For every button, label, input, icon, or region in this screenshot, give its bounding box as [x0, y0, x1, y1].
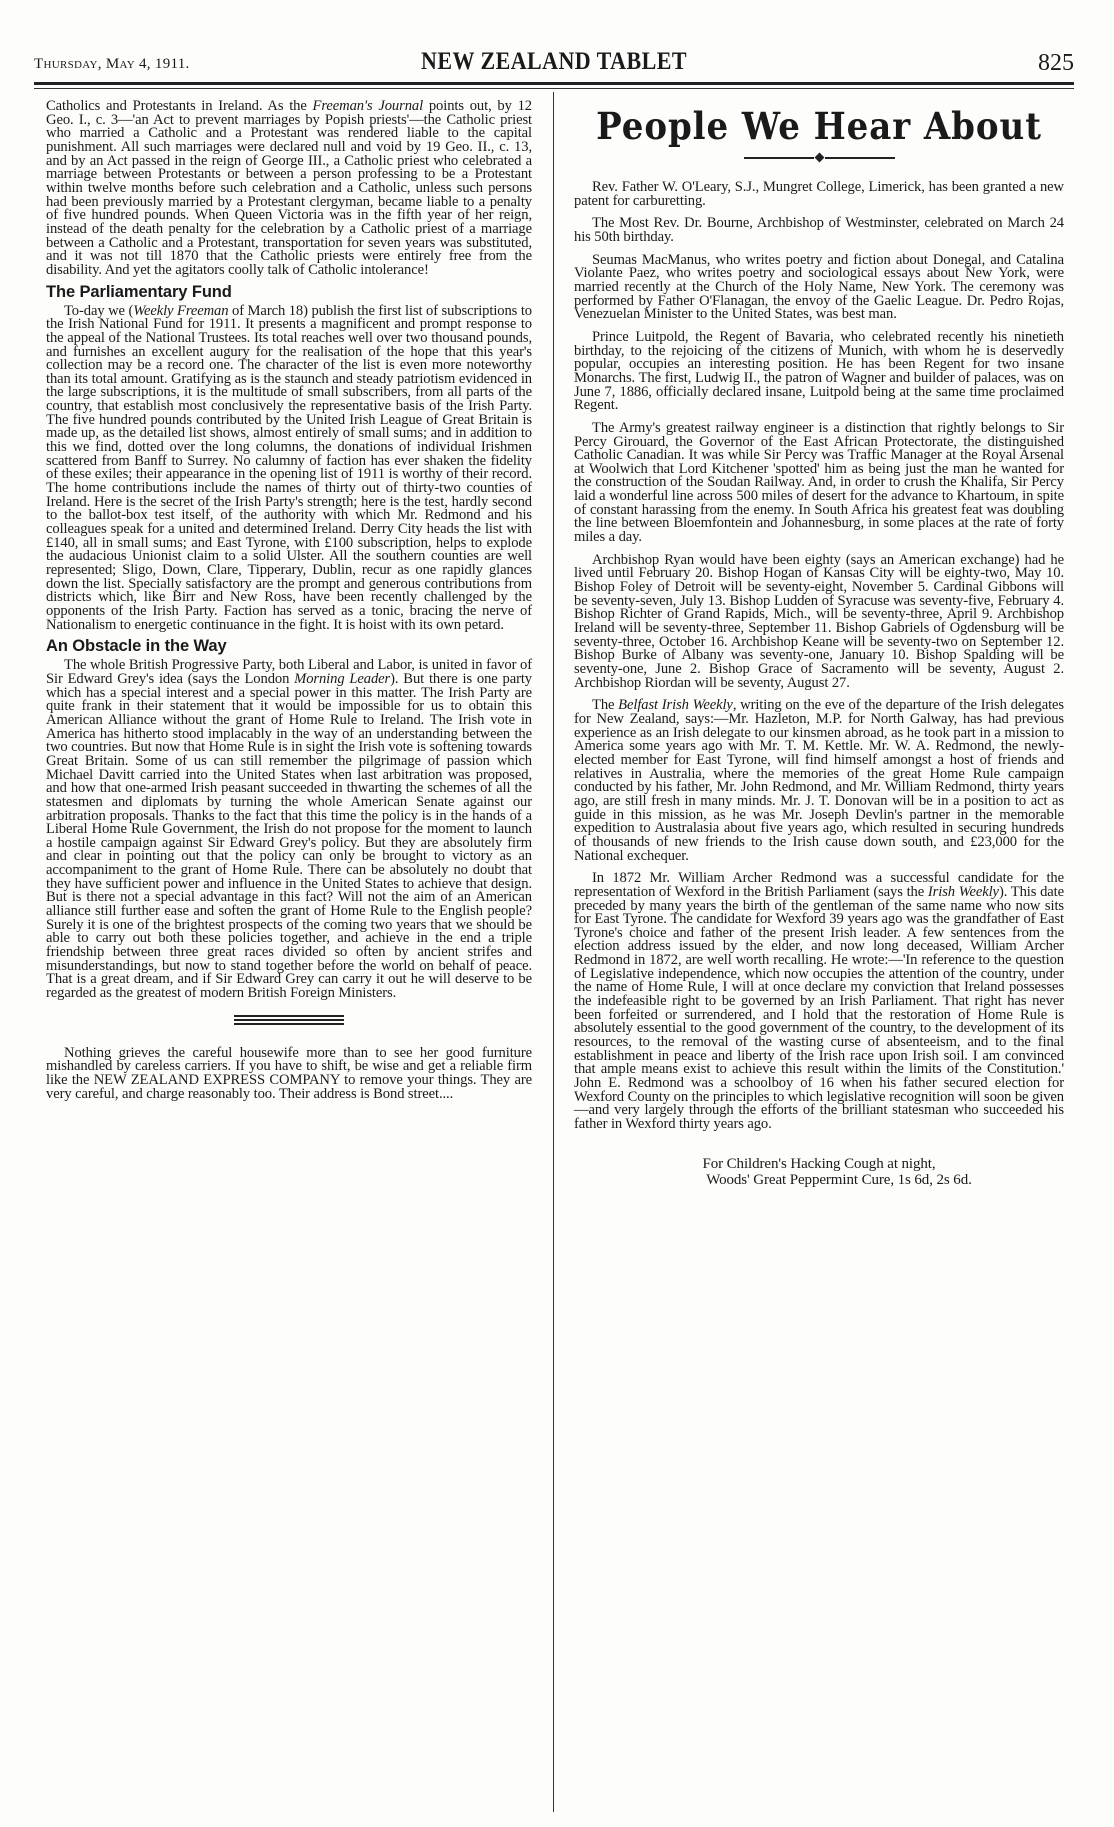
page-header [34, 48, 1074, 78]
column-divider [553, 92, 554, 1812]
paragraph [574, 217, 1064, 244]
paragraph [46, 659, 532, 1000]
text-run: Seumas MacManus, who writes poetry and fiction about Donegal, and Catalina Violante Paez, who writes poetry and sociological essays about New York, were married recently at the Church of the Holy Name, New York. The ceremony was performed by Father O'Flanagan, the envoy of the Gaelic League. Dr. Pedro Rojas, Venezuelan Minister to the United States, was best man. [574, 251, 1064, 323]
section-heading-obstacle: An Obstacle in the Way [46, 637, 227, 656]
text-run: ). But there is one party which has a special interest and a special power in this matter. The Irish Party are quite frank in their statement that it would be impossible for us to obtain this American Alliance without the grant of Home Rule to Ireland. The Irish vote in America has hitherto stood implacably in the way of an understanding between the two countries. But now that Home Rule is in sight the Irish vote is softening towards Great Britain. Some of us can still remember the pilgrimage of passion which Michael Davitt carried into the United States when last arbitration was proposed, and how that one-armed Irish peasant succeeded in thwarting the schemes of all the statesmen and diplomats by turning the whole American Senate against our arbitration proposals. Thanks to the fact that this time the policy is in the hands of a Liberal Home Rule Government, the Irish do not propose for the moment to launch a hostile campaign against Sir Edward Grey's policy. But they are absolutely firm and clear in pointing out that the policy can only be brought to victory as an accompaniment to the grant of Home Rule. There can be absolutely no doubt that they have sufficient power and influence in the United States to achieve that design. But is there not a special advantage in this fact? Will not the aim of an American alliance still further ease and soften the grant of Home Rule to the English people? Surely it is one of the brightest prospects of the coming two years that we should be able to carry out both these policies together, and achieve in the end a triple friendship between three great races divided so often by ancient strifes and misunderstandings, but now to stand together before the world on behalf of peace. That is a great dream, and if Sir Edward Grey can carry it out he will deserve to be regarded as the greatest of modern British Foreign Ministers. [46, 670, 533, 1002]
text-run: points out, by 12 Geo. I., c. 3—'an Act to prevent marriages by Popish priests'—the Catholic priest who married a Catholic and a Protestant was rendered liable to the capital punishment. All such marriages were declared null and void by 19 Geo. II., c. 13, and by an Act passed in the reign of George III., a Catholic priest who celebrated a marriage between Protestants or between a person professing to be a Protestant within twelve months before such celebration and a Catholic, unless such persons had been previously married by a Protestant clergyman, became liable to a penalty of five hundred pounds. When Queen Victoria was in the fifth year of her reign, instead of the death penalty for the celebration by a Catholic priest of a marriage between a Catholic and a Protestant, transportation for seven years was substituted, and it was not till 1870 that the Catholic priests were entirely free from the disability. And yet the agitators coolly talk of Catholic intolerance! [46, 98, 532, 278]
paragraph [574, 551, 1064, 691]
left-column [46, 100, 532, 1103]
header-rule-thick [34, 82, 1074, 85]
text-run: The Army's greatest railway engineer is a distinction that rightly belongs to Sir Percy Girouard, the Governor of the East African Protectorate, the distinguished Catholic Canadian. It was while Sir Percy was Traffic Manager at the Royal Arsenal at Woolwich that Lord Kitchener 'spotted' him as being just the man he wanted for the construction of the Soudan Railway. And, in order to crush the Khalifa, Sir Percy laid a wonderful line across 500 miles of desert for the advance to Khartoum, in spite of constant harassing from the enemy. In South Africa his greatest feat was doubling the line between Bloemfontein and Johannesburg, in some places at the rate of forty miles a day. [574, 419, 1064, 546]
header-rule-thin [34, 88, 1074, 89]
text-run: In 1872 Mr. William Archer Redmond was a successful candidate for the representation of Wexford in the British Parliament (says the [574, 870, 1064, 900]
article-parliamentary-fund [46, 302, 532, 633]
advertisement-peppermint-cure [574, 1156, 1064, 1188]
article-obstacle [46, 659, 532, 1000]
article-intro [46, 100, 532, 278]
text-run: The [592, 697, 619, 714]
paragraph [574, 872, 1064, 1131]
page-number: 825 [1038, 50, 1074, 76]
people-paragraphs [574, 181, 1064, 1132]
right-column [574, 100, 1064, 1188]
section-heading-parliamentary-fund: The Parliamentary Fund [46, 282, 232, 301]
advert-line: For Children's Hacking Cough at night, [702, 1155, 936, 1172]
italic-title: Freeman's Journal [312, 98, 424, 114]
text-run: ). This date preceded by many years the birth of the gentleman of the same name who now sits for East Tyrone. The candidate for Wexford 39 years ago was the grandfather of East Tyrone's choice and father of the present Irish leader. A few sentences from the election address issued by the elder, and now long deceased, William Archer Redmond in 1872, are well worth recalling. He wrote:—'In reference to the question of Legislative independence, which now occupies the attention of the country, under the name of Home Rule, I will at once declare my conviction that Ireland possesses the indefeasible right to be governed by an Irish Parliament. That right has never been forfeited or surrendered, and I hold that the restoration of Home Rule is absolutely essential to the good government of the country, to the development of its resources, to the removal of the wasting curse of absenteeism, and to the final establishment in peace and liberty of the Irish race upon Irish soil. I am convinced that ample means exist to achieve this result within the limits of the Constitution.' John E. Redmond was a schoolboy of 16 when his father secured election for Wexford County on the principles to which legislative recognition will soon be given—and very largely through the efforts of the brilliant statesman who succeeded his father in Wexford thirty years ago. [574, 883, 1064, 1132]
text-run: The Most Rev. Dr. Bourne, Archbishop of Westminster, celebrated on March 24 his 50th birthday. [574, 215, 1064, 245]
italic-title: Morning Leader [294, 670, 391, 687]
text-run: Prince Luitpold, the Regent of Bavaria, who celebrated recently his ninetieth birthday, to the rejoicing of the citizens of Munich, with whom he is deservedly popular, occupies an interesting position. He has been Regent for two insane Monarchs. The first, Ludwig II., the patron of Wagner and builder of palaces, was on June 7, 1886, officially declared insane, Luitpold being at the same time proclaimed Regent. [574, 328, 1064, 414]
masthead-title: NEW ZEALAND TABLET [421, 48, 687, 75]
advert-line: Woods' Great Peppermint Cure, 1s 6d, 2s 6d. [706, 1171, 972, 1188]
advertisement-express-company: Nothing grieves the careful housewife more than to see her good furniture mishandled by careless carriers. If you have to shift, be wise and get a reliable firm like the NEW ZEALAND EXPRESS COMPANY to remove your things. They are very careful, and charge reasonably too. Their address is Bond street.... [46, 1044, 532, 1102]
paragraph [46, 302, 532, 633]
paragraph [574, 699, 1064, 863]
ornament-divider [574, 154, 1064, 161]
issue-date: Thursday, May 4, 1911. [34, 56, 190, 72]
text-run: , writing on the eve of the departure of the Irish delegates for New Zealand, says:—Mr. Hazleton, M.P. for North Galway, has had previous experience as an Irish delegate to our kinsmen abroad, as he took part in a mission to America some years ago with Mr. T. M. Kettle. Mr. W. A. Redmond, the newly-elected member for East Tyrone, will find himself amongst a host of friends and relatives in Australia, where the memories of the great Home Rule campaign conducted by his father, Mr. John Redmond, and Mr. William Redmond, thirty years ago, are still fresh in many minds. Mr. J. T. Donovan will be in a position to act as guide in this mission, as he was Mr. Joseph Devlin's partner in the memorable expedition to Australasia about five years ago, which resulted in securing hundreds of thousands of new friends to the Irish cause down south, and £23,000 for the National exchequer. [574, 697, 1065, 864]
paragraph [574, 328, 1064, 414]
paragraph [574, 251, 1064, 323]
section-title-people: People We Hear About [596, 104, 1042, 148]
italic-title: Weekly Freeman [133, 302, 229, 319]
text-run: To-day we ( [64, 302, 134, 319]
text-run: of March 18) publish the first list of subscriptions to the Irish National Fund for 1911. It presents a magnificent and prompt response to the appeal of the National Trustees. Its total reaches well over two thousand pounds, and furnishes an excellent augury for the realisation of the hope that this year's collection may be a record one. The character of the list is even more noteworthy than its total amount. Gratifying as is the staunch and steady patriotism evidenced in the large subscriptions, it is the multitude of small subscribers, from all parts of the country, that establish most conclusively the representative basis of the Irish Party. The five hundred pounds contributed by the United Irish League of Great Britain is made up, as the detailed list shows, almost entirely of small sums; and in addition to this we find, dotted over the long columns, the donations of individual Irishmen scattered from Banff to Surrey. No calumny of faction has ever shaken the fidelity of these exiles; their appearance in the opening list of 1911 is worthy of their record. The home contributions include the names of thirty out of thirty-two counties of Ireland. Here is the secret of the Irish Party's strength; here is the test, hardly second to the ballot-box test itself, of the authority with which Mr. Redmond and his colleagues speak for a united and determined Ireland. Derry City heads the list with £140, all in small sums; and East Tyrone, with £100 subscription, helps to explode the audacious Unionist claim to a solid Ulster. All the southern counties are well represented; Sligo, Down, Clare, Tipperary, Dublin, recur as one rapidly glances down the list. Specially satisfactory are the prompt and generous contributions from districts which, like Birr and New Ross, have been recently challenged by the opponents of the Irish Party. Faction has served as a tonic, bracing the nerve of Nationalism to energetic continuance in the fight. It is hoist with its own petard. [46, 302, 532, 633]
paragraph [574, 181, 1064, 208]
text-run: Catholics and Protestants in Ireland. As the [46, 98, 313, 114]
italic-title: Irish Weekly [927, 883, 999, 900]
text-run: The whole British Progressive Party, both Liberal and Labor, is united in favor of Sir Edward Grey's idea (says the London [46, 657, 532, 687]
italic-title: Belfast Irish Weekly [618, 697, 733, 714]
text-run: Rev. Father W. O'Leary, S.J., Mungret College, Limerick, has been granted a new patent for carburetting. [574, 179, 1064, 209]
text-run: Archbishop Ryan would have been eighty (says an American exchange) had he lived until February 20. Bishop Hogan of Kansas City will be eighty-two, May 10. Bishop Foley of Detroit will be seventy-eight, November 5. Cardinal Gibbons will be seventy-seven, July 13. Bishop Ludden of Syracuse was seventy-five, February 4. Bishop Richter of Grand Rapids, Mich., will be seventy-three, April 9. Archbishop Ireland will be seventy-three, September 11. Bishop Gabriels of Ogdensburg will be seventy-three, October 16. Archbishop Keane will be seventy-two on September 12. Bishop Burke of Albany was seventy-one, January 10. Bishop Spalding will be seventy-one, June 2. Bishop Grace of Sacramento will be seventy, August 2. Archbishop Riordan will be seventy, August 27. [574, 551, 1064, 691]
paragraph [46, 100, 532, 278]
paragraph [574, 419, 1064, 546]
ornamental-rule [234, 1015, 344, 1025]
